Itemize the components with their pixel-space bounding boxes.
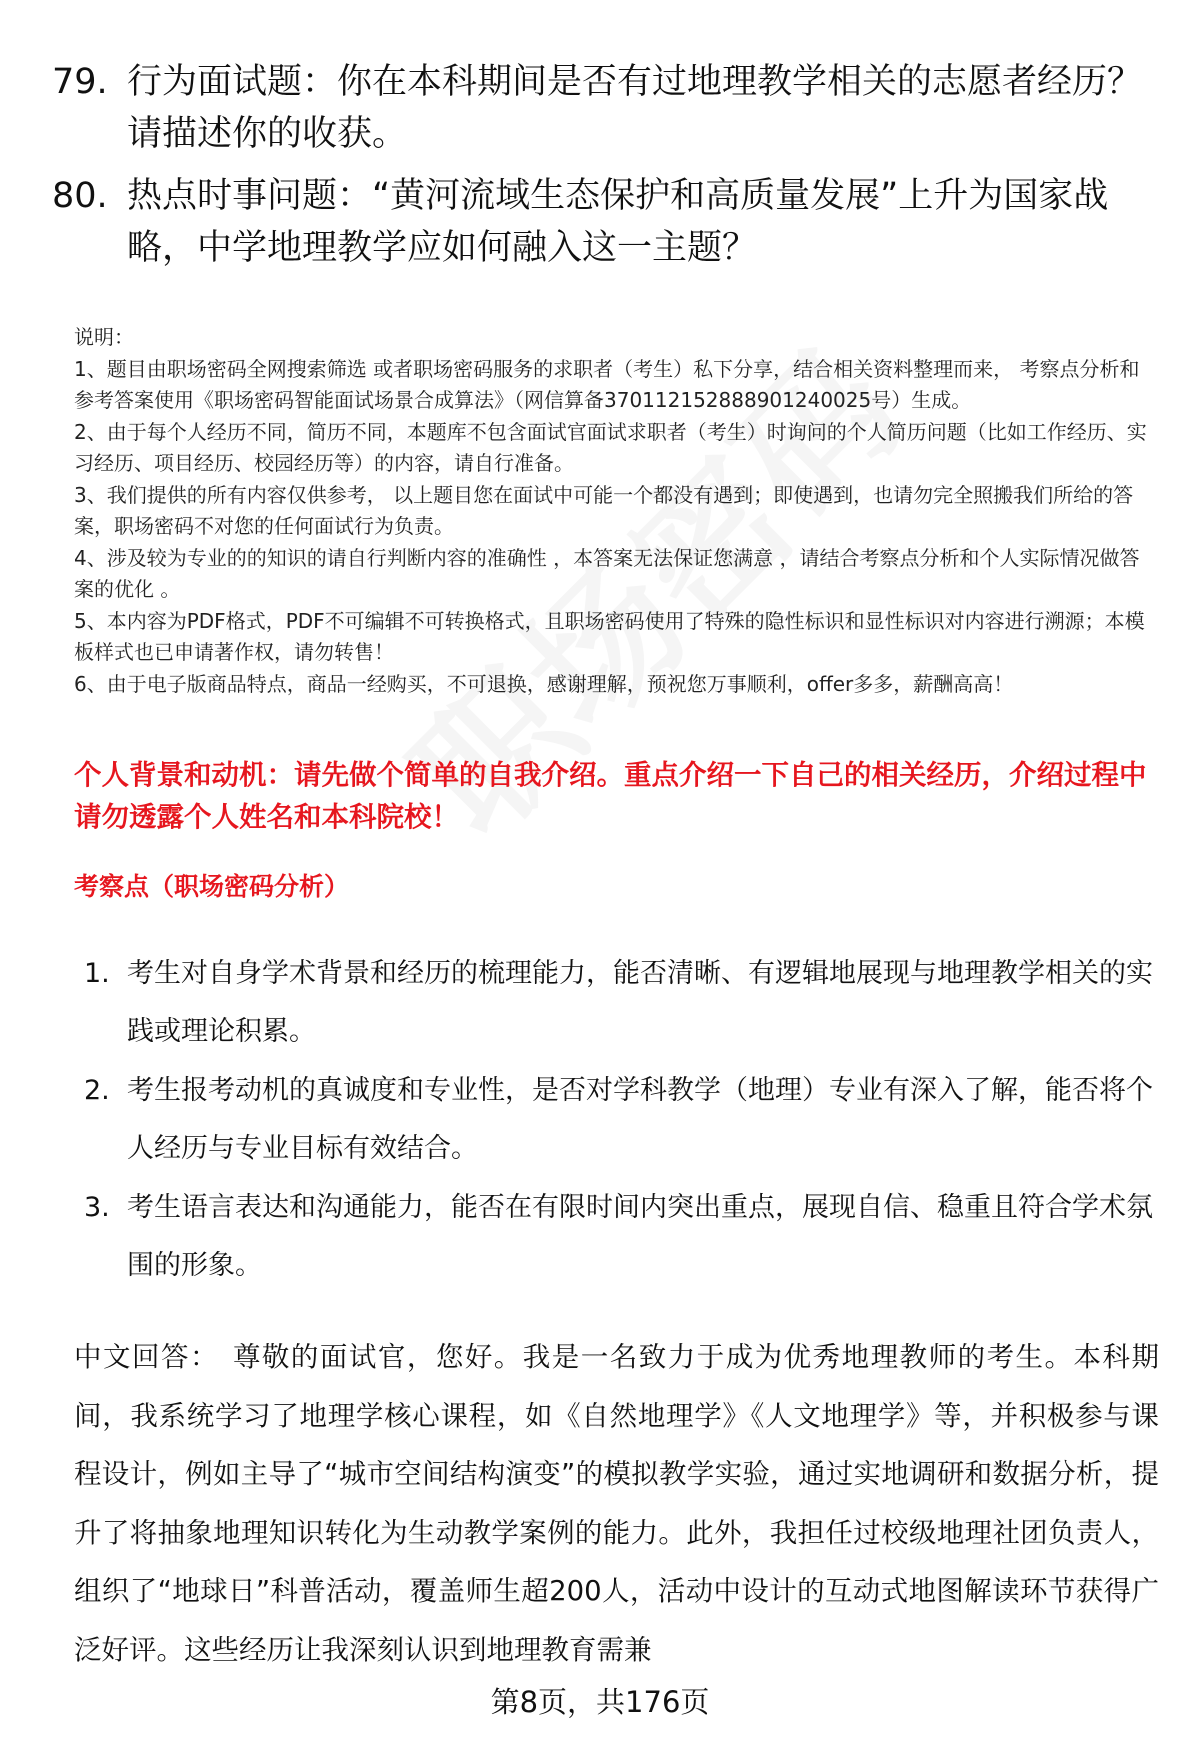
note-item: 5、本内容为PDF格式，PDF不可编辑不可转换格式，且职场密码使用了特殊的隐性标识和显性标识对内容进行溯源；本模板样式也已申请著作权，请勿转售！ <box>74 608 1145 664</box>
answer-paragraph <box>74 1328 1159 1679</box>
point-text: 考生报考动机的真诚度和专业性，是否对学科教学（地理）专业有深入了解，能否将个人经历与专业目标有效结合。 <box>127 1075 1153 1164</box>
point-number: 3. <box>84 1192 110 1223</box>
question-text: 热点时事问题：“黄河流域生态保护和高质量发展”上升为国家战略，中学地理教学应如何融入这一主题？ <box>127 176 1109 268</box>
notes-heading: 说明： <box>74 325 134 349</box>
note-item: 2、由于每个人经历不同，简历不同，本题库不包含面试官面试求职者（考生）时询问的个人简历问题（比如工作经历、实习经历、项目经历、校园经历等）的内容，请自行准备。 <box>74 419 1147 475</box>
analysis-heading: 考察点（职场密码分析） <box>74 872 350 901</box>
background-question: 个人背景和动机：请先做个简单的自我介绍。重点介绍一下自己的相关经历，介绍过程中请勿透露个人姓名和本科院校！ <box>74 759 1147 833</box>
answer-label: 中文回答： <box>74 1341 219 1373</box>
analysis-point <box>74 1179 1159 1295</box>
point-number: 2. <box>84 1075 110 1106</box>
question-80 <box>52 170 1162 274</box>
point-text: 考生对自身学术背景和经历的梳理能力，能否清晰、有逻辑地展现与地理教学相关的实践或理论积累。 <box>127 958 1153 1047</box>
note-item: 3、我们提供的所有内容仅供参考， 以上题目您在面试中可能一个都没有遇到；即使遇到，也请勿完全照搬我们所给的答案，职场密码不对您的任何面试行为负责。 <box>74 482 1134 538</box>
note-item: 6、由于电子版商品特点，商品一经购买，不可退换，感谢理解，预祝您万事顺利，offer多多，薪酬高高！ <box>74 671 1014 696</box>
notes-section <box>74 322 1159 700</box>
page-footer: 第8页，共176页 <box>490 1685 710 1719</box>
question-79 <box>52 56 1162 160</box>
question-text: 行为面试题：你在本科期间是否有过地理教学相关的志愿者经历？请描述你的收获。 <box>127 62 1143 154</box>
point-text: 考生语言表达和沟通能力，能否在有限时间内突出重点，展现自信、稳重且符合学术氛围的形象。 <box>127 1192 1153 1281</box>
analysis-point <box>74 1062 1159 1178</box>
question-number: 80. <box>52 176 108 216</box>
analysis-points <box>74 945 1159 1296</box>
note-item: 1、题目由职场密码全网搜索筛选 或者职场密码服务的求职者（考生）私下分享，结合相关资料整理而来， 考察点分析和参考答案使用《职场密码智能面试场景合成算法》（网信算备370112152888901240025号）生成。 <box>74 356 1140 412</box>
question-number: 79. <box>52 62 108 102</box>
analysis-point <box>74 945 1159 1061</box>
point-number: 1. <box>84 958 110 989</box>
answer-text: 尊敬的面试官，您好。我是一名致力于成为优秀地理教师的考生。本科期间，我系统学习了地理学核心课程，如《自然地理学》《人文地理学》等，并积极参与课程设计，例如主导了“城市空间结构演变”的模拟教学实验，通过实地调研和数据分析，提升了将抽象地理知识转化为生动教学案例的能力。此外，我担任过校级地理社团负责人，组织了“地球日”科普活动，覆盖师生超200人，活动中设计的互动式地图解读环节获得广泛好评。这些经历让我深刻认识到地理教育需兼 <box>74 1341 1160 1666</box>
note-item: 4、涉及较为专业的的知识的请自行判断内容的准确性 ，本答案无法保证您满意 ，请结合考察点分析和个人实际情况做答案的优化 。 <box>74 545 1140 601</box>
